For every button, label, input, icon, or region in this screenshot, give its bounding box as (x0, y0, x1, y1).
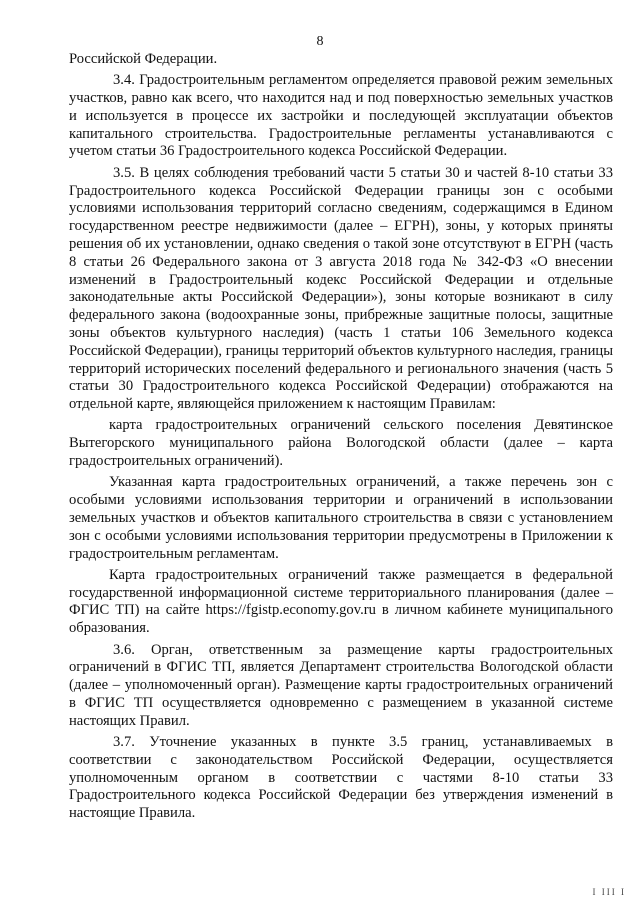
paragraph-3-6: 3.6. Орган, ответственным за размещение карты градостроительных ограничений в ФГИС ТП, является Департамент строительства Вологодской области (далее – уполномоченный орган). Размещение карты градостроительных ограничений в ФГИС ТП осуществляется одновременно с размещением в указанной системе настоящих Правил. (69, 641, 613, 729)
document-body (69, 51, 613, 826)
paragraph-map-zones: Указанная карта градостроительных ограничений, а также перечень зон с особыми условиями использования территории и ограничений в использовании земельных участков и объектов капитального строительства в связи с установлением зон с особыми условиями использования территории предусмотрены в Приложении к градостроительным регламентам. (69, 474, 613, 562)
page-number: 8 (316, 34, 324, 49)
paragraph-map-publication: Карта градостроительных ограничений также размещается в федеральной государственной информационной системе территориального планирования (далее – ФГИС ТП) на сайте https://fgistp.economy.gov.ru в личном кабинете муниципального образования. (69, 566, 613, 637)
paragraph-3-5: 3.5. В целях соблюдения требований части 5 статьи 30 и частей 8-10 статьи 33 Градостроительного кодекса Российской Федерации границы зон с особыми условиями использования территорий согласно сведениям, содержащимся в Едином государственном реестре недвижимости (далее – ЕГРН), зоны, у которых приняты решения об их установлении, однако сведения о такой зоне отсутствуют в ЕГРН (часть 8 статьи 26 Федерального закона от 3 августа 2018 года № 342-ФЗ «О внесении изменений в Градостроительный кодекс Российской Федерации и отдельные законодательные акты Российской Федерации»), зоны которые возникают в силу федерального закона (водоохранные зоны, прибрежные защитные полосы, защитные зоны объектов культурного наследия) (часть 1 статьи 106 Земельного кодекса Российской Федерации), границы территорий объектов культурного наследия, границы территорий исторических поселений федерального и регионального значения (часть 5 статьи 30 Градостроительного кодекса Российской Федерации) отображаются на отдельной карте, являющейся приложением к настоящим Правилам: (69, 164, 613, 413)
paragraph-3-4: 3.4. Градостроительным регламентом определяется правовой режим земельных участков, равно как всего, что находится над и под поверхностью земельных участков и используется в процессе их застройки и последующей эксплуатации объектов капитального строительства. Градостроительные регламенты устанавливаются с учетом статьи 36 Градостроительного кодекса Российской Федерации. (69, 72, 613, 160)
paragraph-3-7: 3.7. Уточнение указанных в пункте 3.5 границ, устанавливаемых в соответствии с законодательством Российской Федерации, осуществляется уполномоченным органом в соответствии с частями 8-10 статьи 33 Градостроительного кодекса Российской Федерации без утверждения изменений в настоящие Правила. (69, 733, 613, 822)
footer-marks: I III I (592, 887, 626, 897)
paragraph-continuation: Российской Федерации. (69, 51, 218, 67)
paragraph-map-description: карта градостроительных ограничений сельского поселения Девятинское Вытегорского муниципального района Вологодской области (далее – карта градостроительных ограничений). (69, 417, 613, 470)
